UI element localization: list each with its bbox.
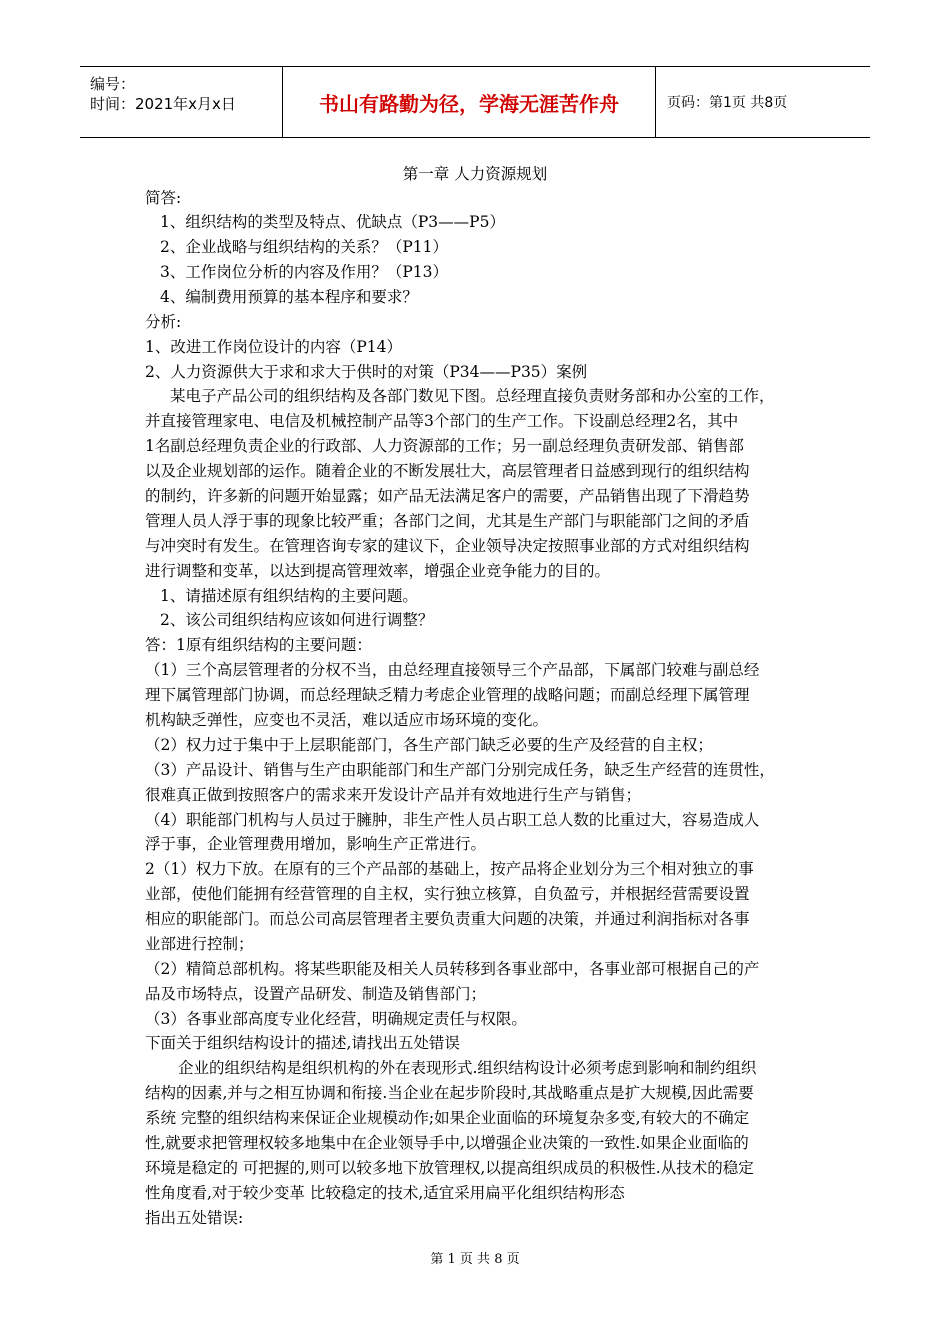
text-line: 业部，使他们能拥有经营管理的自主权，实行独立核算，自负盈亏，并根据经营需要设置 [145, 885, 750, 903]
text-line: （2）精简总部机构。将某些职能及相关人员转移到各事业部中，各事业部可根据自己的产 [145, 960, 760, 978]
text-line: 企业的组织结构是组织机构的外在表现形式.组织结构设计必须考虑到影响和制约组织 [178, 1059, 757, 1077]
text-line: 理下属管理部门协调，而总经理缺乏精力考虑企业管理的战略问题；而副总经理下属管理 [145, 686, 750, 704]
text-line: 答：1原有组织结构的主要问题： [145, 636, 372, 654]
text-line: 1、改进工作岗位设计的内容（P14） [145, 338, 403, 356]
text-line: （3）各事业部高度专业化经营，明确规定责任与权限。 [145, 1010, 527, 1028]
text-line: 并直接管理家电、电信及机械控制产品等3个部门的生产工作。下设副总经理2名，其中 [145, 412, 739, 430]
text-line: 1、请描述原有组织结构的主要问题。 [160, 587, 418, 605]
text-line: 机构缺乏弹性，应变也不灵活，难以适应市场环境的变化。 [145, 711, 549, 729]
header-motto: 书山有路勤为径，学海无涯苦作舟 [319, 91, 619, 116]
text-line: 指出五处错误: [145, 1209, 244, 1227]
text-line: 某电子产品公司的组织结构及各部门数见下图。总经理直接负责财务部和办公室的工作， [170, 387, 775, 405]
header-meta-cell [80, 67, 282, 137]
text-line: （4）职能部门机构与人员过于臃肿，非生产性人员占职工总人数的比重过大，容易造成人 [145, 811, 760, 829]
text-line: （3）产品设计、销售与生产由职能部门和生产部门分别完成任务，缺乏生产经营的连贯性， [145, 761, 775, 779]
text-line: 进行调整和变革，以达到提高管理效率，增强企业竞争能力的目的。 [145, 562, 611, 580]
text-line: 品及市场特点，设置产品研发、制造及销售部门； [145, 985, 487, 1003]
text-line: 2（1）权力下放。在原有的三个产品部的基础上，按产品将企业划分为三个相对独立的事 [145, 860, 754, 878]
text-line: 1名副总经理负责企业的行政部、人力资源部的工作；另一副总经理负责研发部、销售部 [145, 437, 744, 455]
chapter-title: 第一章 人力资源规划 [402, 165, 548, 183]
text-line: 3、工作岗位分析的内容及作用？（P13） [160, 263, 449, 281]
text-line: 系统 完整的组织结构来保证企业规模动作;如果企业面临的环境复杂多变,有较大的不确定 [145, 1109, 750, 1127]
text-line: 2、该公司组织结构应该如何进行调整？ [160, 611, 434, 629]
text-line: 以及企业规划部的运作。随着企业的不断发展壮大，高层管理者日益感到现行的组织结构 [145, 462, 750, 480]
text-line: 环境是稳定的 可把握的,则可以较多地下放管理权,以提高组织成员的积极性.从技术的稳定 [145, 1159, 754, 1177]
text-line: 2、人力资源供大于求和求大于供时的对策（P34——P35）案例 [145, 363, 588, 381]
doc-number-label: 编号： [90, 75, 136, 93]
text-line: 简答: [145, 189, 182, 207]
text-line: 与冲突时有发生。在管理咨询专家的建议下，企业领导决定按照事业部的方式对组织结构 [145, 537, 750, 555]
text-line: 1、组织结构的类型及特点、优缺点（P3——P5） [160, 213, 505, 231]
header-page-cell [655, 67, 870, 137]
text-line: 性角度看,对于较少变革 比较稳定的技术,适宜采用扁平化组织结构形态 [145, 1184, 625, 1202]
text-line: 4、编制费用预算的基本程序和要求？ [160, 288, 418, 306]
text-line: （1）三个高层管理者的分权不当，由总经理直接领导三个产品部，下属部门较难与副总经 [145, 661, 760, 679]
text-line: 业部进行控制； [145, 935, 254, 953]
text-line: 2、企业战略与组织结构的关系？（P11） [160, 238, 449, 256]
text-line: 相应的职能部门。而总公司高层管理者主要负责重大问题的决策，并通过利润指标对各事 [145, 910, 750, 928]
text-line: 结构的因素,并与之相互协调和衔接.当企业在起步阶段时,其战略重点是扩大规模,因此需要 [145, 1084, 754, 1102]
text-line: 下面关于组织结构设计的描述,请找出五处错误 [145, 1034, 460, 1052]
text-line: 管理人员人浮于事的现象比较严重；各部门之间，尤其是生产部门与职能部门之间的矛盾 [145, 512, 750, 530]
text-line: （2）权力过于集中于上层职能部门，各生产部门缺乏必要的生产及经营的自主权； [145, 736, 713, 754]
text-line: 性,就要求把管理权较多地集中在企业领导手中,以增强企业决策的一致性.如果企业面临的 [145, 1134, 749, 1152]
text-line: 的制约，许多新的问题开始显露；如产品无法满足客户的需要，产品销售出现了下滑趋势 [145, 487, 750, 505]
header-page-info: 页码：第1页 共8页 [667, 95, 788, 111]
text-line: 很难真正做到按照客户的需求来开发设计产品并有效地进行生产与销售； [145, 786, 642, 804]
page-footer: 第 1 页 共 8 页 [430, 1252, 520, 1267]
text-line: 浮于事，企业管理费用增加，影响生产正常进行。 [145, 835, 487, 853]
text-line: 分析: [145, 313, 182, 331]
page-header [80, 66, 870, 138]
header-motto-cell [282, 67, 656, 137]
doc-time-label: 时间：2021年x月x日 [90, 95, 236, 113]
